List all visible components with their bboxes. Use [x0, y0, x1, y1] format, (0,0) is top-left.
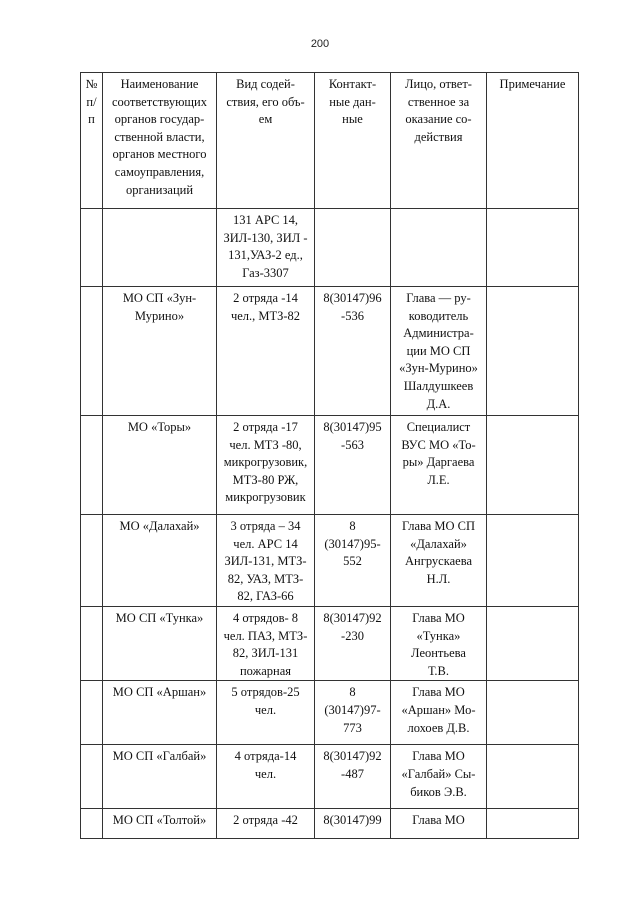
cell-organization: МО СП «Галбай» [103, 745, 217, 809]
cell-organization: МО СП «Тунка» [103, 606, 217, 680]
cell-responsible-person: Специалист ВУС МО «То- ры» Даргаева Л.Е. [391, 416, 487, 515]
table-row [81, 745, 579, 809]
page-number: 200 [310, 38, 330, 50]
cell-contacts: 8 (30147)95- 552 [315, 515, 391, 607]
cell-assistance-type: 5 отрядов-25 чел. [217, 681, 315, 745]
header-number: № п/ п [81, 73, 103, 209]
table-row [81, 416, 579, 515]
cell-number [81, 209, 103, 287]
cell-organization: МО СП «Зун- Мурино» [103, 287, 217, 416]
table-row [81, 606, 579, 680]
table-row [81, 287, 579, 416]
cell-note [487, 416, 579, 515]
table-row [81, 809, 579, 839]
cell-assistance-type: 131 АРС 14, ЗИЛ-130, ЗИЛ - 131,УАЗ-2 ед., Газ-3307 [217, 209, 315, 287]
cell-note [487, 209, 579, 287]
cell-number [81, 745, 103, 809]
cell-contacts: 8(30147)92 -487 [315, 745, 391, 809]
cell-contacts: 8(30147)96 -536 [315, 287, 391, 416]
table-row [81, 681, 579, 745]
cell-contacts: 8(30147)99 [315, 809, 391, 839]
header-responsible-person: Лицо, ответ- ственное за оказание со- действия [391, 73, 487, 209]
cell-number [81, 515, 103, 607]
header-organization: Наименование соответствующих органов государ- ственной власти, органов местного самоуправления, организаций [103, 73, 217, 209]
header-note: Примечание [487, 73, 579, 209]
cell-responsible-person [391, 209, 487, 287]
cell-assistance-type: 2 отряда -17 чел. МТЗ -80, микрогрузовик, МТЗ-80 РЖ, микрогрузовик [217, 416, 315, 515]
cell-assistance-type: 3 отряда – 34 чел. АРС 14 ЗИЛ-131, МТЗ- 82, УАЗ, МТЗ- 82, ГАЗ-66 [217, 515, 315, 607]
cell-assistance-type: 4 отрядов- 8 чел. ПАЗ, МТЗ- 82, ЗИЛ-131 пожарная [217, 606, 315, 680]
cell-note [487, 745, 579, 809]
cell-contacts: 8 (30147)97- 773 [315, 681, 391, 745]
table-row [81, 209, 579, 287]
cell-responsible-person: Глава МО СП «Далахай» Ангрускаева Н.Л. [391, 515, 487, 607]
cell-number [81, 287, 103, 416]
cell-organization [103, 209, 217, 287]
cell-responsible-person: Глава — ру- ководитель Администра- ции МО СП «Зун-Мурино» Шалдушкеев Д.А. [391, 287, 487, 416]
cell-organization: МО СП «Аршан» [103, 681, 217, 745]
cell-responsible-person: Глава МО [391, 809, 487, 839]
cell-responsible-person: Глава МО «Галбай» Сы- биков Э.В. [391, 745, 487, 809]
cell-note [487, 287, 579, 416]
cell-assistance-type: 4 отряда-14 чел. [217, 745, 315, 809]
header-assistance-type: Вид содей- ствия, его объ- ем [217, 73, 315, 209]
cell-organization: МО СП «Толтой» [103, 809, 217, 839]
cell-organization: МО «Торы» [103, 416, 217, 515]
cell-number [81, 606, 103, 680]
cell-assistance-type: 2 отряда -42 [217, 809, 315, 839]
cell-responsible-person: Глава МО «Аршан» Мо- лохоев Д.В. [391, 681, 487, 745]
cell-contacts: 8(30147)95 -563 [315, 416, 391, 515]
cell-note [487, 809, 579, 839]
cell-note [487, 681, 579, 745]
cell-number [81, 681, 103, 745]
cell-contacts: 8(30147)92 -230 [315, 606, 391, 680]
table-header-row [81, 73, 579, 209]
cell-organization: МО «Далахай» [103, 515, 217, 607]
cell-note [487, 606, 579, 680]
header-contacts: Контакт- ные дан- ные [315, 73, 391, 209]
cell-assistance-type: 2 отряда -14 чел., МТЗ-82 [217, 287, 315, 416]
cell-number [81, 809, 103, 839]
cell-number [81, 416, 103, 515]
cell-responsible-person: Глава МО «Тунка» Леонтьева Т.В. [391, 606, 487, 680]
cell-contacts [315, 209, 391, 287]
table-row [81, 515, 579, 607]
assistance-table [80, 72, 579, 839]
cell-note [487, 515, 579, 607]
